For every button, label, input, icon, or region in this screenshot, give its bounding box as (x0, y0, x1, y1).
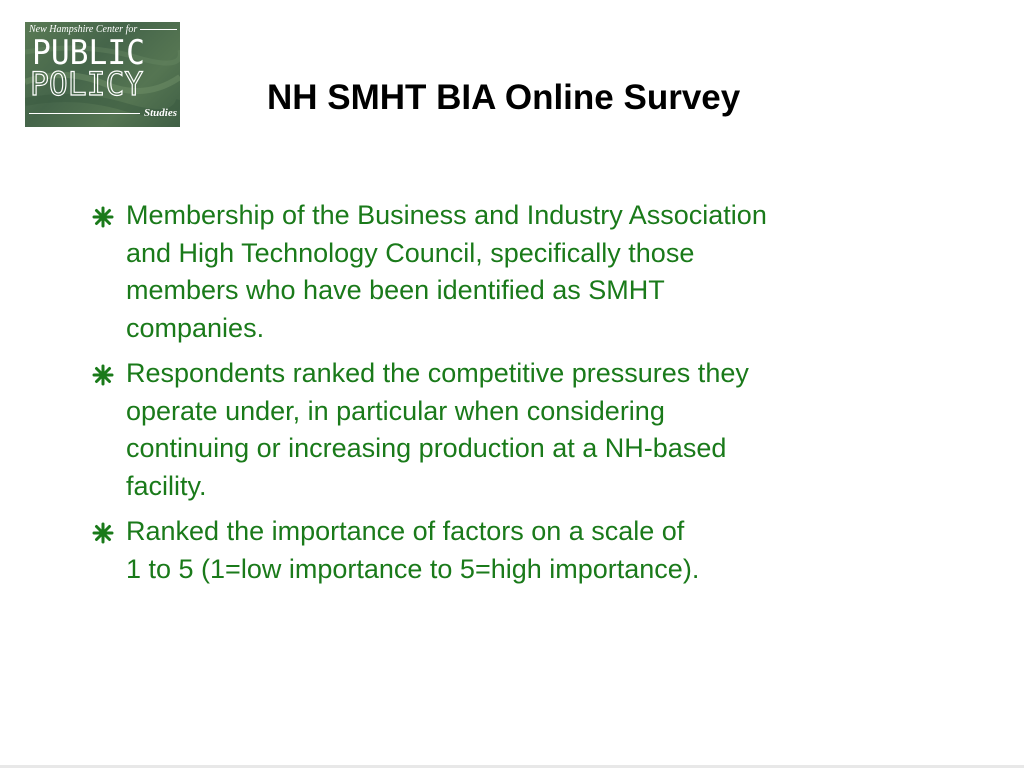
bullet-line: and High Technology Council, specifically those (126, 237, 695, 268)
bullet-line: facility. (126, 470, 207, 501)
bullet-line: Respondents ranked the competitive pressures they (126, 358, 749, 388)
asterisk-icon (92, 206, 114, 228)
bullet-item (92, 513, 952, 588)
bullet-line: companies. (126, 312, 265, 343)
bullet-line: members who have been identified as SMHT (126, 275, 665, 305)
bullet-list (92, 197, 952, 596)
bullet-line: continuing or increasing production at a NH-based (126, 433, 727, 463)
bullet-line: 1 to 5 (1=low importance to 5=high importance). (126, 553, 700, 584)
logo-public-word: PUBLIC (32, 33, 146, 73)
asterisk-icon (92, 364, 114, 386)
nh-public-policy-logo (25, 22, 180, 127)
asterisk-icon (92, 522, 114, 544)
bullet-line: Membership of the Business and Industry Association (126, 200, 767, 230)
bullet-item (92, 197, 952, 347)
bullet-line: operate under, in particular when considering (126, 395, 665, 426)
bullet-item (92, 355, 952, 505)
logo-bottom-text: Studies (29, 107, 177, 119)
logo-top-text: New Hampshire Center for (29, 24, 179, 35)
bullet-line: Ranked the importance of factors on a scale of (126, 516, 685, 546)
logo-policy-word: POLICY (30, 65, 144, 103)
slide-title: NH SMHT BIA Online Survey (267, 78, 741, 117)
